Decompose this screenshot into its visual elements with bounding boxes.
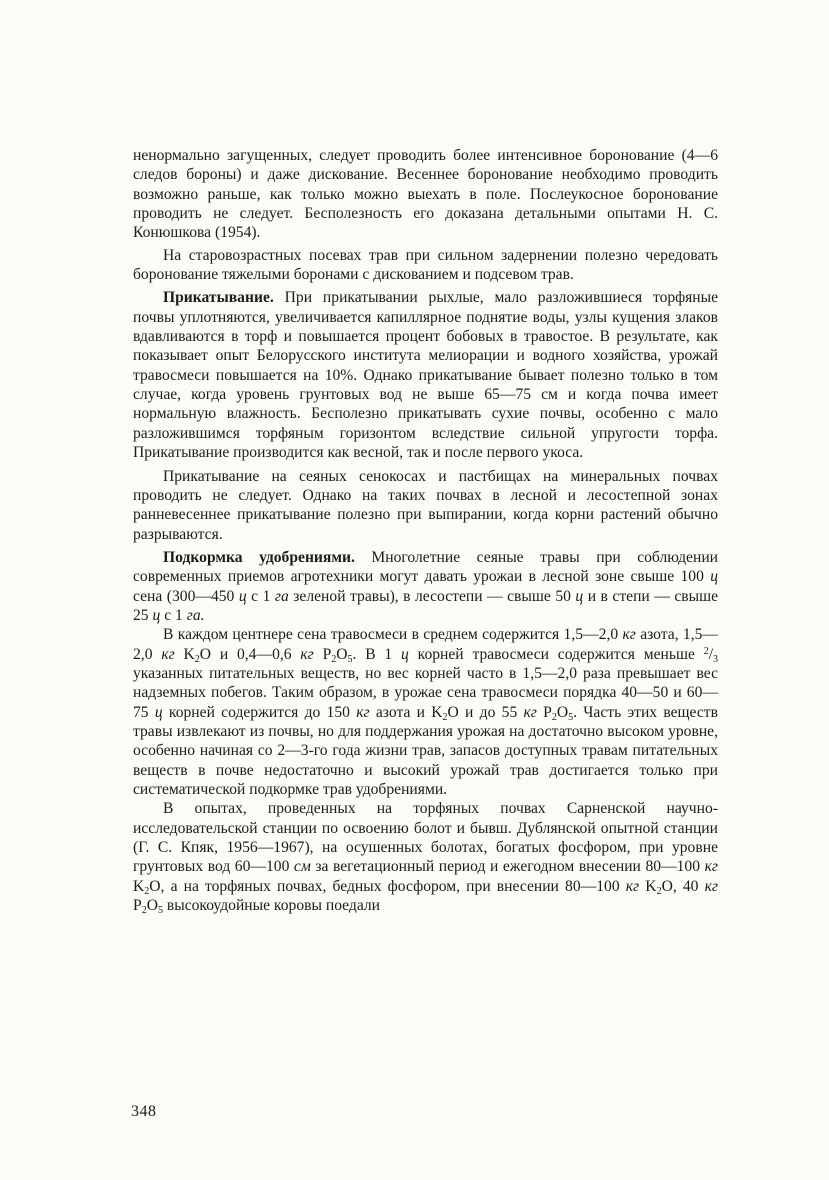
paragraph-rolling: Прикатывание. При прикатывании рыхлые, мало разложившиеся торфяные почвы уплотняются, увеличивается капиллярное поднятие воды, узлы кущения злаков вдавливаются в торф и повышается процент бобовых в травостое. В результате, как показывает опыт Белорусского института мелиорации и водного хозяйства, урожай травосмеси повышается на 10%. Однако прикатывание бывает полезно только в том случае, когда уровень грунтовых вод не выше 65—75 см и когда почва имеет нормальную влажность. Бесполезно прикатывать сухие почвы, особенно с мало разложившимся торфяным горизонтом вследствие сильной упругости торфа. Прикатывание производится как весной, так и после первого укоса.: [133, 289, 718, 462]
section-heading-fertilizing: Подкормка удобрениями.: [163, 548, 355, 566]
paragraph-rolling-mineral-soils: Прикатывание на сеяных сенокосах и пастбищах на минеральных почвах проводить не следует. Однако на таких почвах в лесной и лесостепной зонах ранневесеннее прикатывание полезно при выпирании, когда корни растений обычно разрываются.: [133, 467, 718, 543]
paragraph-sod-harrowing: На старовозрастных посевах трав при сильном задернении полезно чередовать боронование тяжелыми боронами с дискованием и подсевом трав.: [133, 246, 718, 284]
paragraph-continued: ненормально загущенных, следует проводить более интенсивное боронование (4—6 следов бороны) и даже дискование. Весеннее боронование необходимо проводить возможно раньше, как только можно выехать в поле. Послеукосное боронование проводить не следует. Бесполезность его доказана детальными опытами Н. С. Конюшкова (1954).: [133, 147, 718, 242]
paragraph-fertilizing: Подкормка удобрениями. Многолетние сеяные травы при соблюдении современных приемов агротехники могут давать урожаи в лесной зоне свыше 100 ц сена (300—450 ц с 1 га зеленой травы), в лесостепи — свыше 50 ц и в степи — свыше 25 ц с 1 га.: [133, 548, 719, 624]
page-number: 348: [131, 1103, 157, 1120]
paragraph-nutrient-content: В каждом центнере сена травосмеси в среднем содержится 1,5—2,0 кг азота, 1,5—2,0 кг $K_2O$ и 0,4—0,6 кг $P_2O_5$. В 1 ц корней травосмеси содержится меньше $^2/_3$ указанных питательных веществ, но вес корней часто в 1,5—2,0 раза превышает вес надземных побегов. Таким образом, в урожае сена травосмеси порядка 40—50 и 60—75 ц корней содержится до 150 кг азота и $K_2O$ и до 55 кг $P_2O_5$. Часть этих веществ травы извлекают из почвы, но для поддержания урожая на достаточно высоком уровне, особенно начиная со 2—3-го года жизни трав, запасов доступных травам питательных веществ в почве недостаточно и высокий урожай трав достигается только при систематической подкормке трав удобрениями.: [133, 626, 719, 798]
paragraph-experiments: В опытах, проведенных на торфяных почвах Сарненской научно-исследовательской станции по освоению болот и бывш. Дублянской опытной станции (Г. С. Кпяк, 1956—1967), на осушенных болотах, богатых фосфором, при уровне грунтовых вод 60—100 см за вегетационный период и ежегодном внесении 80—100 кг $K_2O$, а на торфяных почвах, бедных фосфором, при внесении 80—100 кг $K_2O$, 40 кг $P_2O_5$ высокоудойные коровы поедали: [133, 800, 718, 917]
body-text: [133, 146, 718, 915]
section-heading-rolling: Прикатывание.: [163, 289, 274, 307]
